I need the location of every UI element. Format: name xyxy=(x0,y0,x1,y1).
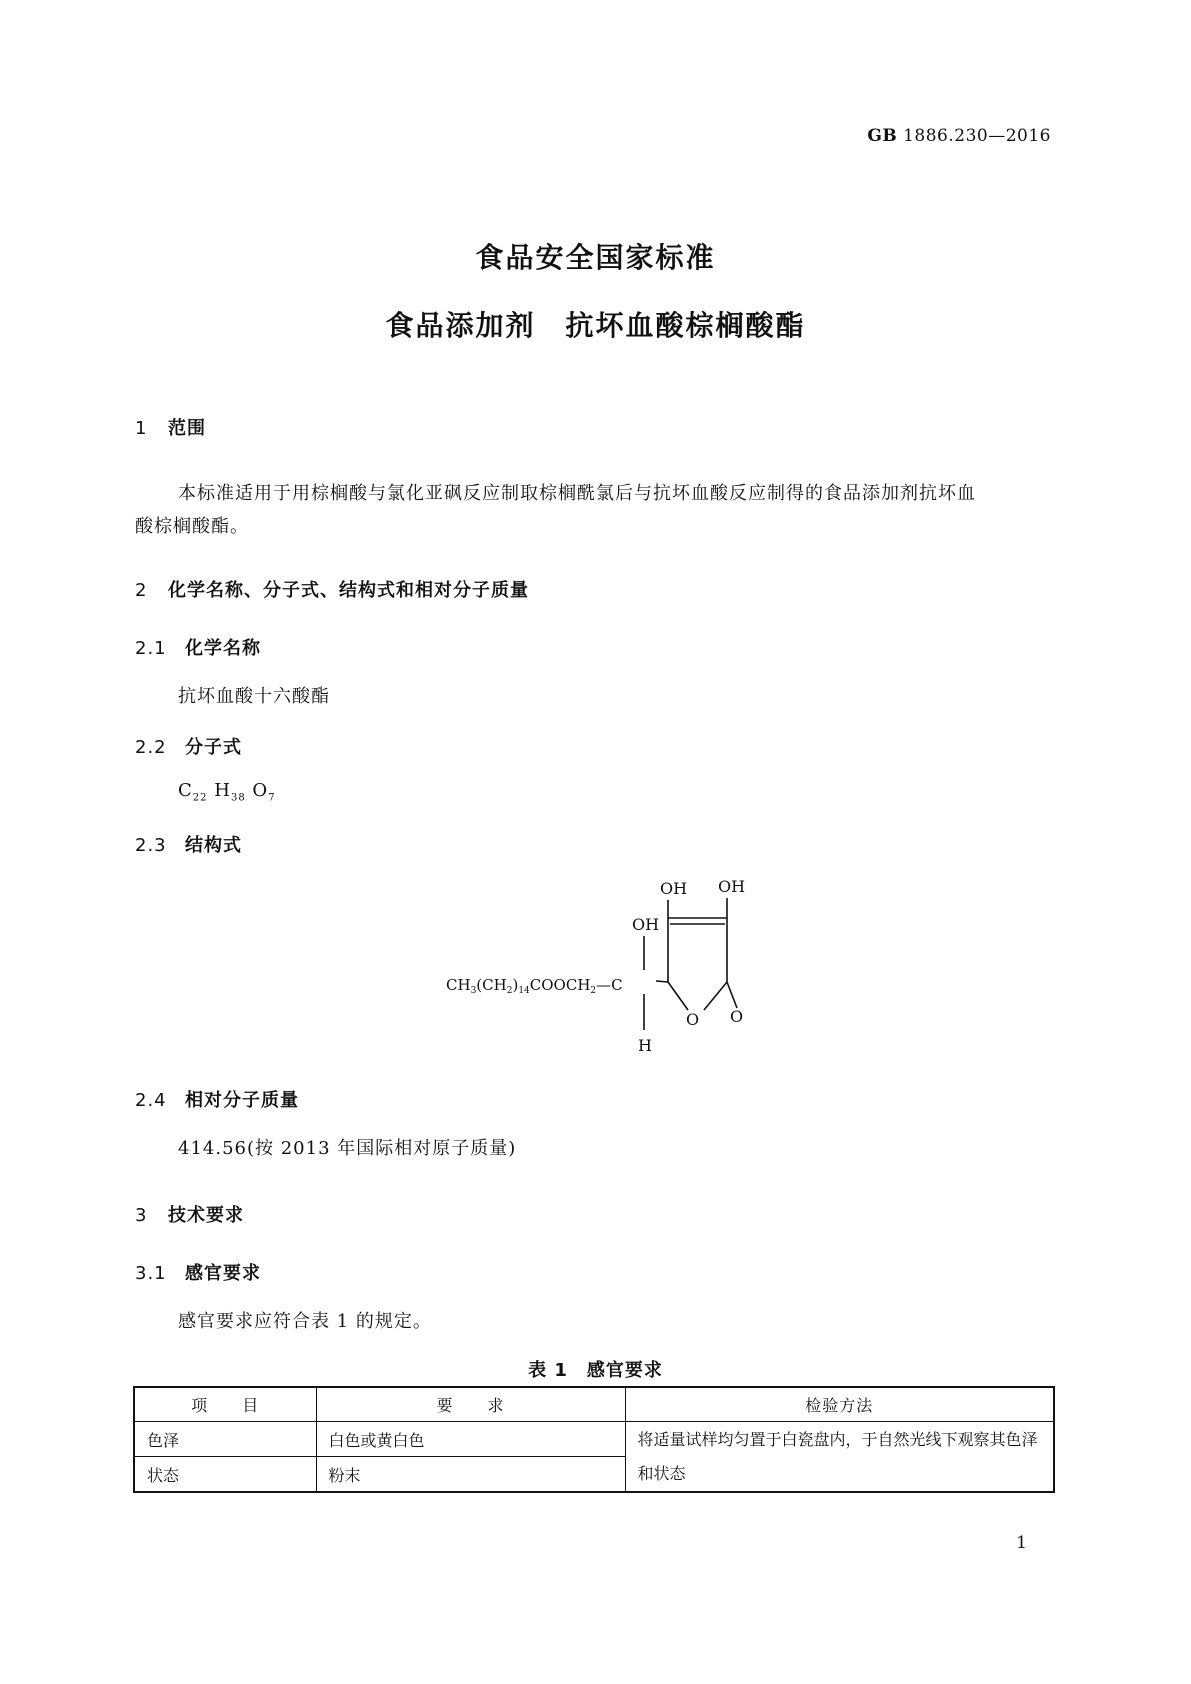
ring-lower-right-bond xyxy=(704,982,727,1010)
section-number: 2.1 xyxy=(135,638,167,659)
sensory-requirement-text: 感官要求应符合表 1 的规定。 xyxy=(178,1311,432,1332)
oh-top-right: OH xyxy=(718,877,746,896)
bond-c-ring xyxy=(656,981,668,982)
chain-label: $CH_3(CH_2)_{14}COOCH_2—C$ xyxy=(446,976,623,996)
scope-text-line-2: 酸棕榈酸酯。 xyxy=(135,516,249,537)
section-number: 2 xyxy=(135,580,148,601)
row-item: 色泽 xyxy=(134,1422,316,1457)
section-number: 1 xyxy=(135,418,148,439)
section-2-heading xyxy=(135,576,529,602)
section-title: 化学名称 xyxy=(185,638,261,659)
section-title: 范围 xyxy=(168,418,206,439)
molecular-formula xyxy=(178,780,276,804)
oh-top-left: OH xyxy=(660,879,688,898)
formula-c: C xyxy=(178,780,193,801)
structural-formula xyxy=(440,870,770,1055)
sensory-table xyxy=(133,1386,1055,1493)
section-number: 3.1 xyxy=(135,1263,167,1284)
ring-lower-left-bond xyxy=(668,982,688,1010)
section-2-3-heading xyxy=(135,831,242,857)
row-item: 状态 xyxy=(134,1457,316,1493)
section-number: 2.2 xyxy=(135,737,167,758)
section-2-1-heading xyxy=(135,634,261,660)
section-number: 3 xyxy=(135,1205,148,1226)
formula-h-count: 38 xyxy=(230,792,246,804)
header-item: 项 目 xyxy=(134,1387,316,1422)
formula-c-count: 22 xyxy=(192,792,208,804)
section-title: 相对分子质量 xyxy=(185,1090,299,1111)
table-row xyxy=(134,1422,1054,1457)
formula-h: H xyxy=(214,780,231,801)
carbonyl-oxygen: O xyxy=(730,1007,744,1026)
standard-code xyxy=(867,126,1051,146)
section-title: 结构式 xyxy=(185,835,242,856)
section-3-heading xyxy=(135,1201,244,1227)
scope-text-line-1: 本标准适用于用棕榈酸与氯化亚砜反应制取棕榈酰氯后与抗坏血酸反应制得的食品添加剂抗坏血 xyxy=(178,483,976,504)
table-header-row xyxy=(134,1387,1054,1422)
row-requirement: 粉末 xyxy=(316,1457,625,1493)
test-method: 将适量试样均匀置于白瓷盘内，于自然光线下观察其色泽和状态 xyxy=(625,1422,1054,1493)
standard-number: 1886.230—2016 xyxy=(903,126,1051,146)
row-requirement: 白色或黄白色 xyxy=(316,1422,625,1457)
section-title: 化学名称、分子式、结构式和相对分子质量 xyxy=(168,580,529,601)
section-3-1-heading xyxy=(135,1259,261,1285)
ring-oxygen: O xyxy=(686,1010,700,1029)
section-title: 技术要求 xyxy=(168,1205,244,1226)
formula-o: O xyxy=(252,780,269,801)
formula-o-count: 7 xyxy=(268,792,276,804)
h-atom: H xyxy=(638,1036,652,1055)
section-number: 2.3 xyxy=(135,835,167,856)
oh-side: OH xyxy=(632,915,660,934)
section-2-4-heading xyxy=(135,1086,299,1112)
section-1-heading xyxy=(135,414,206,440)
section-number: 2.4 xyxy=(135,1090,167,1111)
header-method: 检验方法 xyxy=(625,1387,1054,1422)
chemical-name: 抗坏血酸十六酸酯 xyxy=(178,686,330,707)
carbonyl-bond xyxy=(727,982,737,1008)
standard-prefix: GB xyxy=(867,126,898,146)
main-title: 食品安全国家标准 xyxy=(475,241,716,274)
section-2-2-heading xyxy=(135,733,242,759)
header-requirement: 要 求 xyxy=(316,1387,625,1422)
section-title: 感官要求 xyxy=(185,1263,261,1284)
sub-title: 食品添加剂 抗坏血酸棕榈酸酯 xyxy=(385,309,806,342)
table-caption: 表 1 感官要求 xyxy=(528,1360,663,1381)
molecular-mass: 414.56(按 2013 年国际相对原子质量) xyxy=(178,1138,517,1159)
section-title: 分子式 xyxy=(185,737,242,758)
page-number: 1 xyxy=(1016,1533,1027,1553)
